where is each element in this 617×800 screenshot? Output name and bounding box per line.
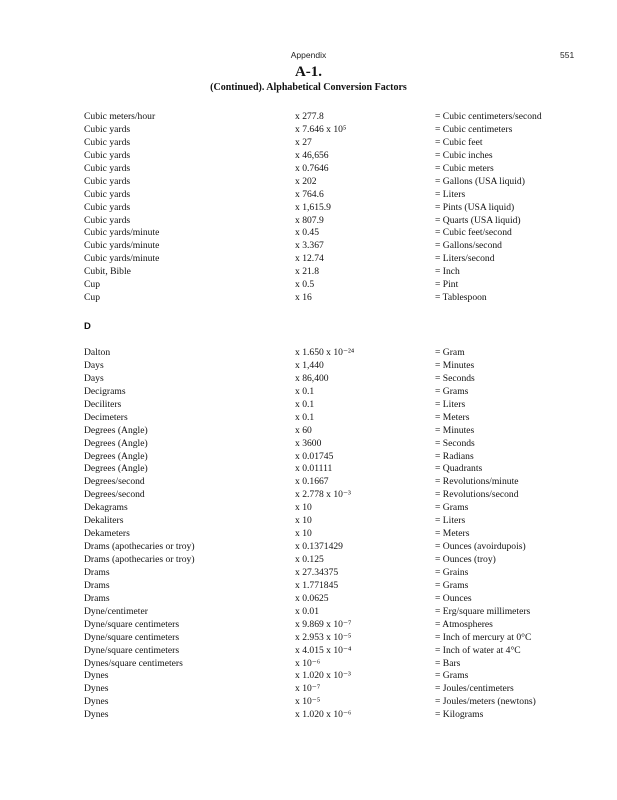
table-row: [84, 476, 584, 489]
table-row: [84, 124, 584, 137]
factor-cell: x 277.8: [295, 111, 324, 122]
table-row: [84, 412, 584, 425]
unit-cell: Degrees (Angle): [84, 463, 148, 475]
unit-cell: Dekameters: [84, 528, 130, 540]
factor-cell: x 1.771845: [295, 579, 339, 591]
section-letter-heading: D: [84, 321, 91, 332]
table-row: [84, 292, 584, 305]
table-row: [84, 554, 584, 567]
factor-cell: x 46,656: [295, 149, 329, 161]
factor-cell: x 0.1: [295, 411, 315, 423]
result-cell: = Minutes: [435, 424, 475, 436]
result-cell: = Cubic centimeters: [435, 123, 513, 135]
unit-cell: Cubic yards: [84, 149, 131, 161]
unit-cell: Cubic yards: [84, 175, 131, 187]
table-row: [84, 399, 584, 412]
factor-cell: x 2.778 x 10⁻³: [295, 489, 351, 501]
unit-cell: Cubic meters/hour: [84, 111, 156, 122]
factor-cell: x 60: [295, 424, 312, 436]
result-cell: = Bars: [435, 657, 461, 669]
factor-cell: x 27: [295, 136, 312, 148]
table-row: [84, 266, 584, 279]
result-cell: = Revolutions/second: [435, 489, 519, 501]
unit-cell: Drams: [84, 579, 110, 591]
table-row: [84, 386, 584, 399]
table-caption: (Continued). Alphabetical Conversion Factors: [210, 82, 407, 93]
unit-cell: Cubic yards/minute: [84, 240, 160, 252]
result-cell: = Quarts (USA liquid): [435, 214, 521, 226]
factor-cell: x 807.9: [295, 214, 324, 226]
table-row: [84, 150, 584, 163]
result-cell: = Grains: [435, 566, 469, 578]
result-cell: = Liters: [435, 188, 466, 200]
unit-cell: Decimeters: [84, 411, 128, 423]
factor-cell: x 1.020 x 10⁻³: [295, 670, 351, 682]
result-cell: = Liters/second: [435, 253, 495, 265]
factor-cell: x 10: [295, 515, 312, 527]
table-row: [84, 347, 584, 360]
result-cell: = Liters: [435, 515, 466, 527]
factor-cell: x 0.01745: [295, 450, 334, 462]
result-cell: = Grams: [435, 385, 469, 397]
unit-cell: Drams: [84, 566, 110, 578]
unit-cell: Dynes: [84, 670, 109, 682]
table-row: [84, 438, 584, 451]
table-row: [84, 425, 584, 438]
result-cell: = Grams: [435, 579, 469, 591]
result-cell: = Seconds: [435, 372, 475, 384]
result-cell: = Erg/square millimeters: [435, 605, 531, 617]
unit-cell: Dyne/square centimeters: [84, 631, 180, 643]
table-row: [84, 567, 584, 580]
unit-cell: Cubic yards: [84, 136, 131, 148]
factor-cell: x 27.34375: [295, 566, 339, 578]
result-cell: = Joules/centimeters: [435, 683, 514, 695]
table-row: [84, 240, 584, 253]
unit-cell: Dynes: [84, 709, 109, 721]
unit-cell: Deciliters: [84, 398, 122, 410]
factor-cell: x 1.650 x 10⁻²⁴: [295, 347, 355, 358]
factor-cell: x 10⁻⁷: [295, 683, 321, 695]
unit-cell: Dyne/square centimeters: [84, 618, 180, 630]
table-row: [84, 683, 584, 696]
table-id: A-1.: [294, 64, 323, 80]
table-row: [84, 253, 584, 266]
table-row: [84, 163, 584, 176]
factor-cell: x 10: [295, 502, 312, 514]
unit-cell: Degrees/second: [84, 476, 145, 488]
factor-cell: x 7.646 x 10⁵: [295, 123, 347, 135]
unit-cell: Dynes: [84, 683, 109, 695]
conversion-section-c: [84, 111, 584, 305]
result-cell: = Pints (USA liquid): [435, 201, 515, 213]
table-row: [84, 215, 584, 228]
result-cell: = Inch: [435, 266, 460, 278]
factor-cell: x 16: [295, 292, 312, 304]
result-cell: = Liters: [435, 398, 466, 410]
unit-cell: Decigrams: [84, 385, 126, 397]
unit-cell: Dalton: [84, 347, 111, 358]
table-row: [84, 619, 584, 632]
result-cell: = Ounces (troy): [435, 554, 496, 565]
unit-cell: Dynes: [84, 696, 109, 708]
factor-cell: x 2.953 x 10⁻⁵: [295, 631, 352, 643]
table-row: [84, 279, 584, 292]
result-cell: = Cubic feet/second: [435, 227, 512, 239]
result-cell: = Grams: [435, 670, 469, 682]
unit-cell: Cubit, Bible: [84, 266, 131, 278]
unit-cell: Cubic yards: [84, 162, 131, 174]
factor-cell: x 3.367: [295, 240, 324, 252]
factor-cell: x 0.5: [295, 279, 315, 291]
conversion-section-d: [84, 347, 584, 722]
unit-cell: Days: [84, 372, 104, 384]
table-row: [84, 463, 584, 476]
factor-cell: x 10⁻⁶: [295, 657, 321, 669]
result-cell: = Atmospheres: [435, 618, 493, 630]
factor-cell: x 0.1: [295, 385, 315, 397]
table-row: [84, 502, 584, 515]
result-cell: = Revolutions/minute: [435, 476, 519, 488]
factor-cell: x 21.8: [295, 266, 319, 278]
unit-cell: Degrees (Angle): [84, 424, 148, 436]
factor-cell: x 0.01: [295, 605, 319, 617]
table-row: [84, 227, 584, 240]
factor-cell: x 0.0625: [295, 592, 329, 604]
unit-cell: Cubic yards: [84, 188, 131, 200]
result-cell: = Meters: [435, 411, 470, 423]
table-row: [84, 709, 584, 722]
table-row: [84, 632, 584, 645]
unit-cell: Degrees (Angle): [84, 437, 148, 449]
result-cell: = Minutes: [435, 359, 475, 371]
result-cell: = Gallons (USA liquid): [435, 175, 525, 187]
factor-cell: x 10⁻⁵: [295, 696, 321, 708]
factor-cell: x 1.020 x 10⁻⁶: [295, 709, 352, 721]
table-row: [84, 189, 584, 202]
factor-cell: x 0.01111: [295, 463, 333, 475]
factor-cell: x 4.015 x 10⁻⁴: [295, 644, 352, 656]
result-cell: = Grams: [435, 502, 469, 514]
factor-cell: x 0.1: [295, 398, 315, 410]
unit-cell: Cubic yards/minute: [84, 253, 160, 265]
table-row: [84, 658, 584, 671]
unit-cell: Drams: [84, 592, 110, 604]
table-row: [84, 360, 584, 373]
result-cell: = Inch of mercury at 0°C: [435, 631, 532, 643]
unit-cell: Degrees (Angle): [84, 450, 148, 462]
result-cell: = Ounces: [435, 592, 472, 604]
table-row: [84, 670, 584, 683]
unit-cell: Cubic yards: [84, 123, 131, 135]
table-row: [84, 137, 584, 150]
table-row: [84, 373, 584, 386]
table-row: [84, 580, 584, 593]
unit-cell: Degrees/second: [84, 489, 145, 501]
table-row: [84, 451, 584, 464]
result-cell: = Radians: [435, 450, 474, 462]
unit-cell: Dynes/square centimeters: [84, 657, 183, 669]
factor-cell: x 3600: [295, 437, 322, 449]
table-row: [84, 541, 584, 554]
running-header-label: Appendix: [290, 50, 327, 60]
table-row: [84, 528, 584, 541]
result-cell: = Gram: [435, 347, 465, 358]
unit-cell: Dekagrams: [84, 502, 128, 514]
factor-cell: x 10: [295, 528, 312, 540]
factor-cell: x 0.1371429: [295, 541, 343, 553]
unit-cell: Dekaliters: [84, 515, 124, 527]
unit-cell: Drams (apothecaries or troy): [84, 541, 195, 553]
factor-cell: x 12.74: [295, 253, 324, 265]
factor-cell: x 202: [295, 175, 317, 187]
factor-cell: x 0.125: [295, 554, 324, 565]
unit-cell: Dyne/square centimeters: [84, 644, 180, 656]
result-cell: = Meters: [435, 528, 470, 540]
factor-cell: x 1,440: [295, 359, 324, 371]
page-number: 551: [560, 50, 575, 60]
result-cell: = Cubic inches: [435, 149, 493, 161]
result-cell: = Cubic feet: [435, 136, 483, 148]
factor-cell: x 1,615.9: [295, 201, 331, 213]
table-row: [84, 593, 584, 606]
table-row: [84, 489, 584, 502]
factor-cell: x 0.7646: [295, 162, 329, 174]
unit-cell: Drams (apothecaries or troy): [84, 554, 195, 565]
factor-cell: x 9.869 x 10⁻⁷: [295, 618, 352, 630]
factor-cell: x 0.45: [295, 227, 319, 239]
factor-cell: x 764.6: [295, 188, 324, 200]
unit-cell: Days: [84, 359, 104, 371]
result-cell: = Inch of water at 4°C: [435, 644, 521, 656]
result-cell: = Joules/meters (newtons): [435, 696, 536, 708]
table-row: [84, 111, 584, 124]
result-cell: = Kilograms: [435, 709, 484, 721]
table-row: [84, 202, 584, 215]
table-row: [84, 606, 584, 619]
result-cell: = Tablespoon: [435, 292, 487, 304]
result-cell: = Quadrants: [435, 463, 483, 475]
result-cell: = Ounces (avoirdupois): [435, 541, 526, 553]
table-row: [84, 696, 584, 709]
result-cell: = Cubic meters: [435, 162, 494, 174]
unit-cell: Cubic yards: [84, 214, 131, 226]
unit-cell: Cubic yards: [84, 201, 131, 213]
result-cell: = Pint: [435, 279, 459, 291]
unit-cell: Cubic yards/minute: [84, 227, 160, 239]
unit-cell: Cup: [84, 279, 100, 291]
table-row: [84, 645, 584, 658]
table-row: [84, 515, 584, 528]
result-cell: = Gallons/second: [435, 240, 502, 252]
unit-cell: Cup: [84, 292, 100, 304]
result-cell: = Seconds: [435, 437, 475, 449]
unit-cell: Dyne/centimeter: [84, 605, 148, 617]
table-row: [84, 176, 584, 189]
factor-cell: x 86,400: [295, 372, 329, 384]
result-cell: = Cubic centimeters/second: [435, 111, 542, 122]
factor-cell: x 0.1667: [295, 476, 329, 488]
